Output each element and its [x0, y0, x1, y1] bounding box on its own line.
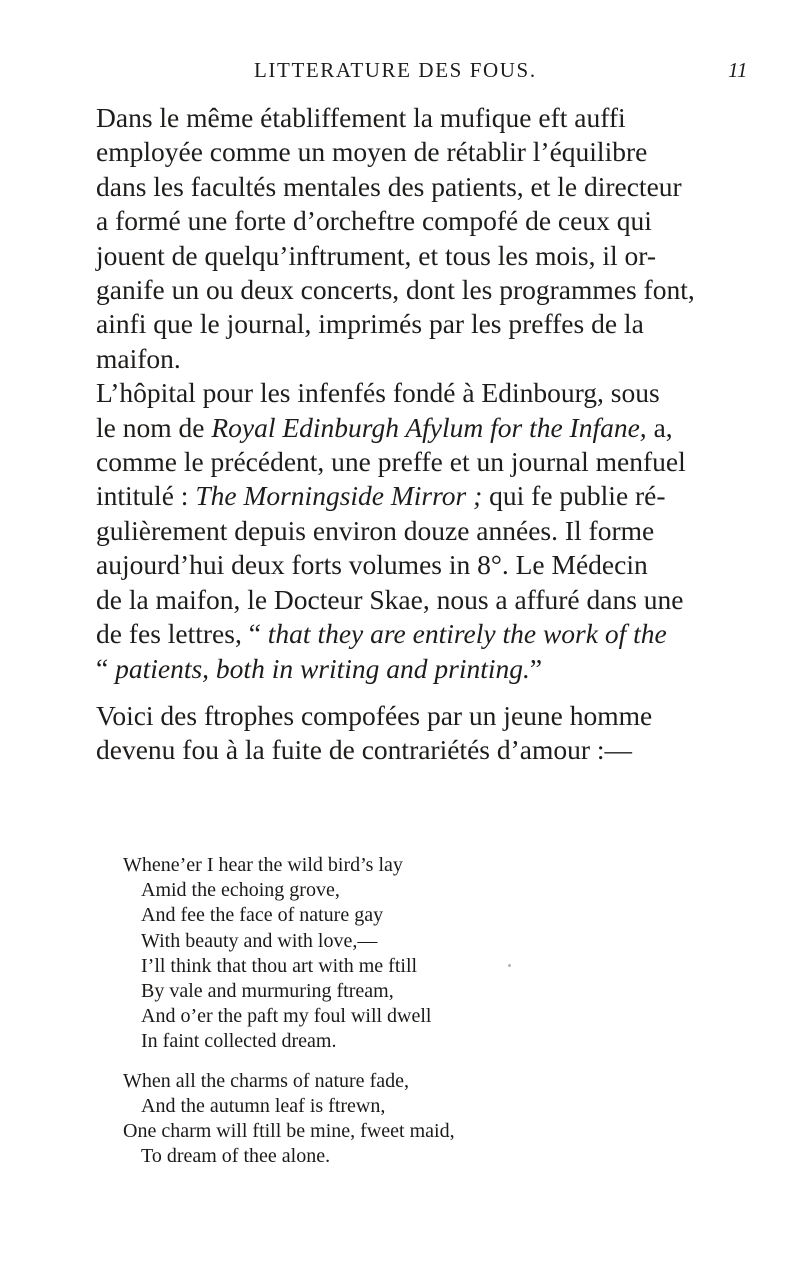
paragraph-2: [96, 376, 768, 686]
text-run: “: [96, 652, 116, 684]
text-run: de fes lettres, “: [96, 618, 268, 650]
poem-line: Whene’er I hear the wild bird’s lay: [123, 854, 403, 876]
poem-line: And the autumn leaf is ftrewn,: [141, 1094, 386, 1117]
poem-line: With beauty and with love,—: [141, 929, 378, 952]
text-line: aujourd’hui deux forts volumes in 8°. Le Médecin: [96, 549, 648, 581]
text-run: le nom de: [96, 411, 212, 443]
paragraph-1: [96, 101, 768, 376]
text-line: a formé une forte d’orcheftre compofé de ceux qui: [96, 205, 652, 237]
text-line: [96, 411, 768, 445]
poem-line: I’ll think that thou art with me ftill: [141, 954, 418, 977]
text-line: Voici des ftrophes compofées par un jeune homme: [96, 699, 653, 731]
text-line: [96, 479, 768, 513]
page-header: [254, 58, 754, 88]
asylum-name: Royal Edinburgh Afylum for the Infane,: [211, 411, 647, 443]
text-run: a,: [646, 411, 673, 443]
paper-speck: [508, 964, 511, 967]
text-line: de la maifon, le Docteur Skae, nous a affuré dans une: [96, 583, 684, 615]
poem-line: And o’er the paft my foul will dwell: [141, 1005, 432, 1028]
text-line: gulièrement depuis environ douze années. Il forme: [96, 514, 655, 546]
text-line: comme le précédent, une preffe et un journal menfuel: [96, 446, 686, 478]
running-title: LITTERATURE DES FOUS.: [254, 58, 537, 82]
text-line: maifon.: [96, 342, 181, 374]
poem-line: By vale and murmuring ftream,: [141, 980, 394, 1003]
text-line: dans les facultés mentales des patients, et le directeur: [96, 170, 682, 202]
quotation: patients, both in writing and printing.: [115, 652, 530, 684]
text-run: ”: [529, 652, 543, 684]
poem-stanza-2: [123, 1069, 643, 1170]
text-line: devenu fou à la fuite de contrariétés d’amour :—: [96, 734, 633, 766]
poem-line: And fee the face of nature gay: [141, 904, 384, 927]
text-line: [96, 652, 768, 686]
body-text: [96, 101, 768, 768]
poem-line: When all the charms of nature fade,: [123, 1069, 409, 1092]
poem-line: To dream of thee alone.: [141, 1145, 331, 1168]
paragraph-3: [96, 699, 768, 768]
text-run: intitulé :: [96, 480, 196, 512]
quotation: that they are entirely the work of the: [267, 618, 667, 650]
poem: [123, 853, 643, 1169]
text-line: ainfi que le journal, imprimés par les preffes de la: [96, 308, 644, 340]
text-line: [96, 617, 768, 651]
poem-line: One charm will ftill be mine, fweet maid,: [123, 1120, 455, 1143]
page-number: 11: [728, 58, 748, 82]
text-line: Dans le même établiffement la mufique eft auffi: [96, 102, 626, 133]
text-line: L’hôpital pour les infenfés fondé à Edinbourg, sous: [96, 377, 660, 409]
text-line: employée comme un moyen de rétablir l’équilibre: [96, 136, 648, 168]
text-run: qui fe publie ré-: [482, 480, 666, 512]
poem-stanza-1: [123, 853, 643, 1055]
poem-line: Amid the echoing grove,: [141, 879, 340, 902]
journal-title: The Morningside Mirror ;: [195, 480, 483, 512]
poem-line: In faint collected dream.: [141, 1030, 337, 1053]
text-line: ganife un ou deux concerts, dont les programmes font,: [96, 274, 695, 306]
text-line: jouent de quelqu’inftrument, et tous les mois, il or-: [96, 239, 657, 271]
